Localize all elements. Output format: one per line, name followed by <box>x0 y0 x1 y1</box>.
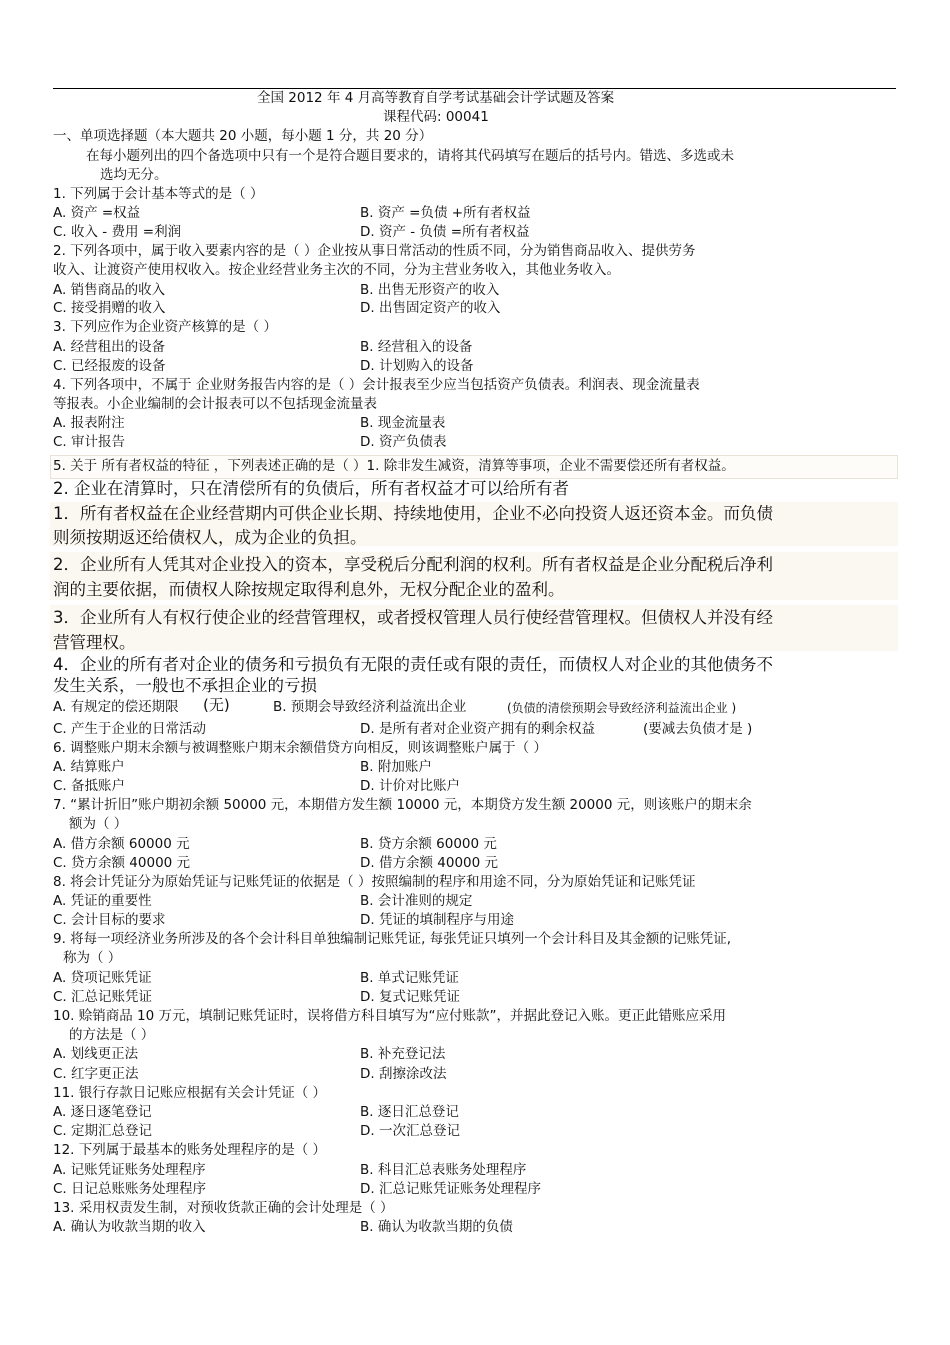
q9-option-b: B. 单式记账凭证 <box>360 970 459 986</box>
q4-stem: 4. 下列各项中，不属于 企业财务报告内容的是（ ）会计报表至少应当包括资产负债表。利润表、现金流量表 <box>53 377 700 393</box>
q12-stem: 12. 下列属于最基本的账务处理程序的是（ ） <box>53 1142 327 1158</box>
q7-stem-cont: 额为（ ） <box>69 816 128 832</box>
q8-option-c: C. 会计目标的要求 <box>53 912 166 928</box>
q7-option-d: D. 借方余额 40000 元 <box>360 855 499 871</box>
q12-option-c: C. 日记总账账务处理程序 <box>53 1181 207 1197</box>
q5-option-b: B. 预期会导致经济利益流出企业 <box>273 699 467 715</box>
q3-option-c: C. 已经报废的设备 <box>53 358 166 374</box>
q6-option-d: D. 计价对比账户 <box>360 778 460 794</box>
q5-option-b-note: (负债的清偿预期会导致经济利益流出企业 ) <box>507 701 737 715</box>
q12-option-b: B. 科目汇总表账务处理程序 <box>360 1162 527 1178</box>
q9-option-a: A. 贷项记账凭证 <box>53 970 152 986</box>
q11-option-d: D. 一次汇总登记 <box>360 1123 460 1139</box>
q3-option-b: B. 经营租入的设备 <box>360 339 473 355</box>
q5-option-a: A. 有规定的偿还期限 <box>53 699 179 715</box>
q5-note-4b: 发生关系，一般也不承担企业的亏损 <box>53 676 317 695</box>
q7-option-b: B. 贷方余额 60000 元 <box>360 836 497 852</box>
q9-stem: 9. 将每一项经济业务所涉及的各个会计科目单独编制记账凭证, 每张凭证只填列一个会计科目及其金额的记账凭证, <box>53 931 732 947</box>
q5-note-2b: 润的主要依据，而债权人除按规定取得利息外，无权分配企业的盈利。 <box>53 580 565 599</box>
q2-option-d: D. 出售固定资产的收入 <box>360 300 501 316</box>
q5-note-4a: 4．企业的所有者对企业的债务和亏损负有无限的责任或有限的责任，而债权人对企业的其他债务不 <box>53 655 773 674</box>
q13-stem: 13. 采用权责发生制，对预收货款正确的会计处理是（ ） <box>53 1200 394 1216</box>
q1-option-d: D. 资产 - 负债 =所有者权益 <box>360 224 530 240</box>
q3-stem: 3. 下列应作为企业资产核算的是（ ） <box>53 319 277 335</box>
q6-option-b: B. 附加账户 <box>360 759 432 775</box>
q4-option-a: A. 报表附注 <box>53 415 125 431</box>
q5-stem: 5. 关于 所有者权益的特征 ，下列表述正确的是（ ）1. 除非发生减资，清算等事项，企业不需要偿还所有者权益。 <box>53 458 735 474</box>
q12-option-d: D. 汇总记账凭证账务处理程序 <box>360 1181 541 1197</box>
q3-option-d: D. 计划购入的设备 <box>360 358 474 374</box>
q5-note-3a: 3．企业所有人有权行使企业的经营管理权，或者授权管理人员行使经营管理权。但债权人并没有经 <box>53 608 773 627</box>
q6-option-c: C. 备抵账户 <box>53 778 126 794</box>
q5-note-1b: 则须按期返还给债权人，成为企业的负担。 <box>53 528 367 547</box>
q2-stem: 2. 下列各项中，属于收入要素内容的是（ ）企业按从事日常活动的性质不同，分为销售商品收入、提供劳务 <box>53 243 696 259</box>
q1-option-a: A. 资产 =权益 <box>53 205 141 221</box>
q2-option-a: A. 销售商品的收入 <box>53 282 166 298</box>
page-title: 全国 2012 年 4 月高等教育自学考试基础会计学试题及答案 <box>257 90 615 106</box>
q13-option-b: B. 确认为收款当期的负债 <box>360 1219 513 1235</box>
q11-option-c: C. 定期汇总登记 <box>53 1123 153 1139</box>
q5-option-d-note: (要减去负债才是 ) <box>643 721 753 737</box>
course-code: 课程代码: 00041 <box>383 109 489 125</box>
q10-stem-cont: 的方法是（ ） <box>69 1027 155 1043</box>
q8-stem: 8. 将会计凭证分为原始凭证与记账凭证的依据是（ ）按照编制的程序和用途不同，分为原始凭证和记账凭证 <box>53 874 696 890</box>
q5-note-0: 2. 企业在清算时，只在清偿所有的负债后，所有者权益才可以给所有者 <box>53 479 569 498</box>
q10-option-d: D. 刮擦涂改法 <box>360 1066 447 1082</box>
q5-option-a-note: (无) <box>203 696 230 714</box>
q2-stem-cont: 收入、让渡资产使用权收入。按企业经营业务主次的不同，分为主营业务收入，其他业务收入。 <box>53 262 620 278</box>
q12-option-a: A. 记账凭证账务处理程序 <box>53 1162 206 1178</box>
q8-option-b: B. 会计准则的规定 <box>360 893 473 909</box>
q2-option-b: B. 出售无形资产的收入 <box>360 282 500 298</box>
q6-option-a: A. 结算账户 <box>53 759 125 775</box>
q11-option-b: B. 逐日汇总登记 <box>360 1104 459 1120</box>
q3-option-a: A. 经营租出的设备 <box>53 339 166 355</box>
q10-option-a: A. 划线更正法 <box>53 1046 139 1062</box>
q10-stem: 10. 赊销商品 10 万元，填制记账凭证时，误将借方科目填写为“应付账款”，并据此登记入账。更正此错账应采用 <box>53 1008 727 1024</box>
q13-option-a: A. 确认为收款当期的收入 <box>53 1219 206 1235</box>
q4-option-d: D. 资产负债表 <box>360 434 447 450</box>
q7-option-c: C. 贷方余额 40000 元 <box>53 855 191 871</box>
q10-option-c: C. 红字更正法 <box>53 1066 139 1082</box>
q1-option-c: C. 收入 - 费用 =利润 <box>53 224 182 240</box>
q9-option-c: C. 汇总记账凭证 <box>53 989 153 1005</box>
q2-option-c: C. 接受捐赠的收入 <box>53 300 166 316</box>
q9-option-d: D. 复式记账凭证 <box>360 989 460 1005</box>
q10-option-b: B. 补充登记法 <box>360 1046 446 1062</box>
q4-option-b: B. 现金流量表 <box>360 415 446 431</box>
q7-option-a: A. 借方余额 60000 元 <box>53 836 190 852</box>
q11-stem: 11. 银行存款日记账应根据有关会计凭证（ ） <box>53 1085 327 1101</box>
instructions-line-2: 选均无分。 <box>100 167 168 183</box>
q5-note-1a: 1．所有者权益在企业经营期内可供企业长期、持续地使用，企业不必向投资人返还资本金。而负债 <box>53 504 773 523</box>
q1-stem: 1. 下列属于会计基本等式的是（ ） <box>53 186 264 202</box>
q5-note-2a: 2．企业所有人凭其对企业投入的资本，享受税后分配利润的权利。所有者权益是企业分配税后净利 <box>53 555 773 574</box>
q7-stem: 7. “累计折旧”账户期初余额 50000 元，本期借方发生额 10000 元，本期贷方发生额 20000 元，则该账户的期末余 <box>53 797 752 813</box>
q5-note-3b: 营管理权。 <box>53 633 136 652</box>
q8-option-a: A. 凭证的重要性 <box>53 893 152 909</box>
q9-stem-cont: 称为（ ） <box>63 950 122 966</box>
q4-option-c: C. 审计报告 <box>53 434 126 450</box>
q5-option-d: D. 是所有者对企业资产拥有的剩余权益 <box>360 721 595 737</box>
q11-option-a: A. 逐日逐笔登记 <box>53 1104 152 1120</box>
q1-option-b: B. 资产 =负债 +所有者权益 <box>360 205 531 221</box>
q5-option-c: C. 产生于企业的日常活动 <box>53 721 207 737</box>
instructions-line-1: 在每小题列出的四个备选项中只有一个是符合题目要求的，请将其代码填写在题后的括号内。错选、多选或未 <box>86 148 734 164</box>
q4-stem-cont: 等报表。小企业编制的会计报表可以不包括现金流量表 <box>53 396 377 412</box>
section-heading: 一、单项选择题（本大题共 20 小题，每小题 1 分，共 20 分） <box>53 128 433 144</box>
q8-option-d: D. 凭证的填制程序与用途 <box>360 912 514 928</box>
q6-stem: 6. 调整账户期末余额与被调整账户期末余额借贷方向相反，则该调整账户属于（ ） <box>53 740 547 756</box>
